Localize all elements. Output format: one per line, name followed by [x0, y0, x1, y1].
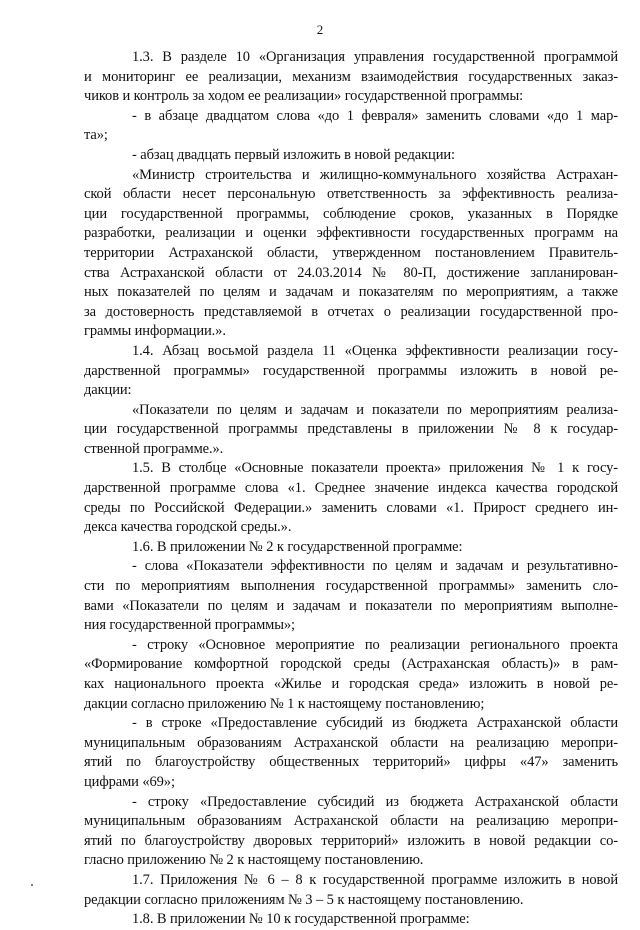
text-line: цифрами «69»;	[84, 773, 175, 790]
text-line: ской области несет персональную ответственность за эффективность реализа-	[84, 186, 618, 203]
text-line: вами «Показатели по целям и задачам и показатели по мероприятиям выполне-	[84, 597, 618, 614]
text-line: муниципальным образованиям Астраханской области на реализацию меропри-	[84, 734, 618, 751]
text-line: ятий по благоустройству общественных территорий» цифры «47» заменить	[84, 754, 618, 771]
text-line: ния государственной программы»;	[84, 617, 295, 634]
text-line: чиков и контроль за ходом ее реализации» государственной программы:	[84, 88, 524, 105]
text-line: ции государственной программы представлены в приложении № 8 к государ-	[84, 421, 618, 438]
text-line: среды по Российской Федерации.» заменить словами «1. Прирост среднего ин-	[84, 499, 618, 516]
text-line: дарственной программе слова «1. Среднее значение индекса качества городской	[84, 480, 618, 497]
text-line: дакции:	[84, 382, 132, 399]
text-line: - строку «Основное мероприятие по реализации регионального проекта	[132, 636, 618, 653]
text-line: 1.3. В разделе 10 «Организация управления государственной программой	[132, 49, 618, 65]
text-line: разработки, реализации и оценки эффективности государственных программ на	[84, 225, 618, 242]
document-body	[84, 48, 618, 930]
text-line: дакции согласно приложению № 1 к настоящему постановлению;	[84, 695, 485, 712]
text-line: и мониторинг ее реализации, механизм взаимодействия государственных заказ-	[84, 68, 618, 85]
text-line: ятий по благоустройству дворовых территорий» изложить в новой редакции со-	[84, 832, 618, 849]
text-line: редакции согласно приложениям № 3 – 5 к настоящему постановлению.	[84, 891, 524, 908]
page-number: 2	[316, 22, 324, 37]
text-line: за достоверность представляемой в отчетах о реализации государственной про-	[84, 303, 618, 320]
text-line: ных показателей по целям и задачам и показателям по мероприятиям, а также	[84, 284, 618, 301]
text-line: - в строке «Предоставление субсидий из бюджета Астраханской области	[132, 715, 618, 732]
text-line: «Формирование комфортной городской среды (Астраханская область)» в рам-	[84, 656, 618, 673]
text-line: ках национального проекта «Жилье и городская среда» изложить в новой ре-	[84, 676, 618, 692]
text-line: 1.4. Абзац восьмой раздела 11 «Оценка эффективности реализации госу-	[132, 342, 618, 359]
text-line: гласно приложению № 2 к настоящему постановлению.	[84, 852, 424, 869]
text-line: ства Астраханской области от 24.03.2014 № 80-П, достижение запланирован-	[84, 264, 618, 281]
text-line: «Министр строительства и жилищно-коммунального хозяйства Астрахан-	[132, 166, 618, 183]
scan-speck	[31, 884, 33, 886]
text-line: «Показатели по целям и задачам и показатели по мероприятиям реализа-	[132, 401, 618, 418]
text-line: ственной программе.».	[84, 440, 224, 457]
text-line: декса качества городской среды.».	[84, 519, 292, 536]
text-line: дарственной программы» государственной программы изложить в новой ре-	[84, 362, 618, 379]
text-line: 1.6. В приложении № 2 к государственной программе:	[132, 538, 463, 555]
text-line: муниципальным образованиям Астраханской области на реализацию меропри-	[84, 813, 618, 830]
text-line: - абзац двадцать первый изложить в новой редакции:	[132, 146, 455, 163]
text-line: сти по мероприятиям выполнения государственной программы» заменить сло-	[84, 578, 618, 595]
text-line: - строку «Предоставление субсидий из бюджета Астраханской области	[132, 793, 618, 810]
text-line: 1.7. Приложения № 6 – 8 к государственной программе изложить в новой	[132, 871, 618, 888]
text-line: территории Астраханской области, утвержденном постановлением Правитель-	[84, 244, 618, 261]
text-line: 1.5. В столбце «Основные показатели проекта» приложения № 1 к госу-	[132, 460, 618, 477]
text-line: 1.8. В приложении № 10 к государственной программе:	[132, 911, 470, 928]
text-line: граммы информации.».	[84, 323, 226, 340]
text-line: ции государственной программы, соблюдение сроков, указанных в Порядке	[84, 205, 618, 222]
text-line: - слова «Показатели эффективности по целям и задачам и результативно-	[132, 558, 618, 575]
text-line: та»;	[84, 127, 108, 144]
text-line: - в абзаце двадцатом слова «до 1 февраля» заменить словами «до 1 мар-	[132, 107, 618, 124]
